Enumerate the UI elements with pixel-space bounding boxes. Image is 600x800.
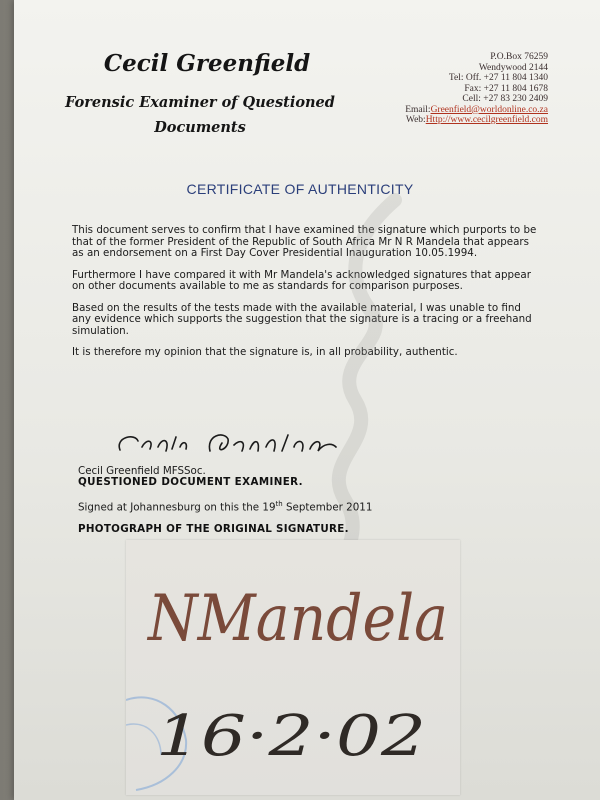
letterhead-name: Cecil Greenfield [103,50,311,77]
contact-web-label: Web: [405,115,426,125]
photo-content [126,540,460,795]
contact-email-label: Email: [405,104,431,115]
examiner-signature [110,425,360,465]
signatory-role: QUESTIONED DOCUMENT EXAMINER. [78,476,303,488]
body-paragraph-4: It is therefore my opinion that the signature is, in all probability, authentic. [72,346,458,358]
photo-signature-date: 16·2·02 [156,704,426,769]
letterhead-title-line1: Forensic Examiner of Questioned [65,94,335,111]
signature-photograph [126,540,460,795]
contact-tel: Tel: Off. +27 11 804 1340 [448,73,548,83]
certificate-body [72,225,542,369]
letterhead-title [50,90,350,140]
contact-email-link[interactable]: Greenfield@worldonline.co.za [430,104,548,115]
signed-day-suffix: th [275,500,283,508]
contact-fax: Fax: +27 11 804 1678 [464,83,548,94]
body-paragraph-2: Furthermore I have compared it with Mr Mandela's acknowledged signatures that appear on other documents available to me as standards for comparison purposes. [72,268,531,292]
contact-suburb: Wendywood 2144 [478,62,548,73]
signed-suffix: September 2011 [282,501,373,514]
contact-block [330,52,548,126]
letterhead-title-line2: Documents [154,119,246,136]
contact-cell: Cell: +27 83 230 2409 [462,94,548,104]
body-paragraph-3: Based on the results of the tests made with the available material, I was unable to find any evidence which supports the suggestion that the signature is a tracing or a freehand simulation. [72,301,532,337]
contact-po-box: P.O.Box 76259 [490,52,548,62]
certificate-title: CERTIFICATE OF AUTHENTICITY [186,181,414,197]
contact-web-row [330,115,548,126]
signatory-name: Cecil Greenfield MFSSoc. [78,465,206,477]
contact-web-link[interactable]: Http://www.cecilgreenfield.com [425,115,548,125]
photo-label: PHOTOGRAPH OF THE ORIGINAL SIGNATURE. [78,523,349,535]
body-paragraph-1: This document serves to confirm that I have examined the signature which purports to be that of the former President of the Republic of South Africa Mr N R Mandela that appears as an endorsement on a First Day Cover Presidential Inauguration 10.05.1994. [72,224,537,259]
photo-signature-mandela: NMandela [146,582,449,656]
signed-statement [78,500,372,513]
contact-email-row [330,105,548,116]
signed-prefix: Signed at Johannesburg on this the 19 [78,501,276,514]
